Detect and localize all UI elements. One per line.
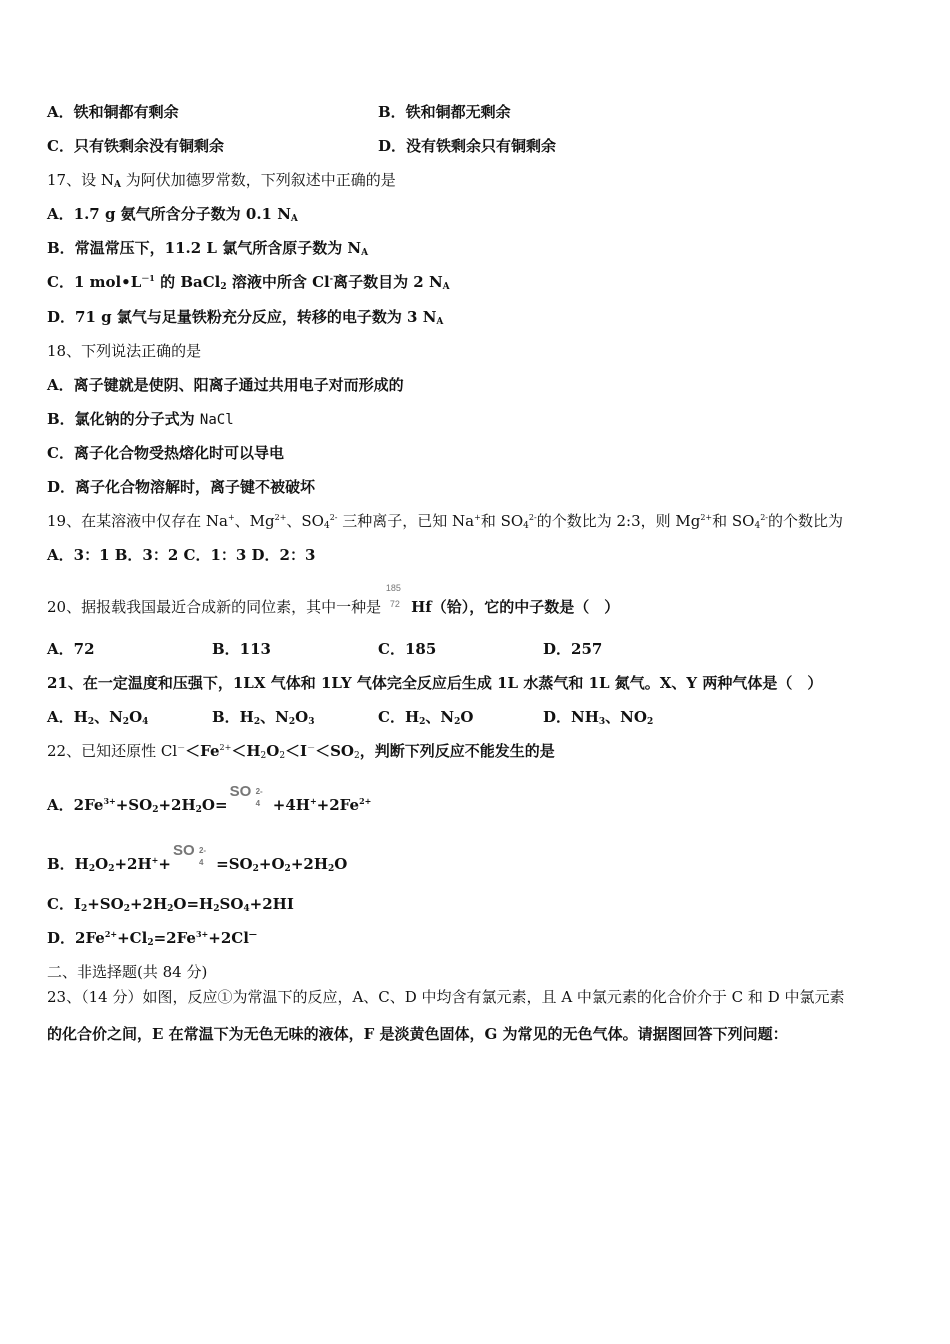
q22-option-b: B．$H_2O_2+2H^++$ SO 2- 4 $=SO_2+O_2+2H_2O$ — [47, 842, 348, 874]
q18-option-a: A．离子键就是使阴、阳离子通过共用电子对而形成的 — [47, 376, 404, 394]
q19-stem: 19、在某溶液中仅存在 Na+、$Mg^{2+}$、$SO_4^{2-}$ 三种离子，已知 Na+和 $SO_4^{2-}$的个数比为 2:3，则 $Mg^{2+}$和 $SO_4^{2-}$的个数比为 — [47, 512, 844, 531]
q16-option-b: B．铁和铜都无剩余 — [378, 103, 511, 121]
q18-option-b: B．氯化钠的分子式为 NaCl — [47, 410, 234, 428]
q19-options: A．3：1 B．3：2 C．1：3 D．2：3 — [47, 546, 316, 564]
q22-option-a: A．$2Fe^{3+}+SO_2+2H_2O=$ SO 2- 4 $+4H^++2Fe^{2+}$ — [47, 783, 372, 815]
q21-option-c: C．$H_2$、$N_2O$ — [378, 708, 474, 727]
q20-option-d: D．257 — [543, 640, 603, 658]
q16-option-a: A．铁和铜都有剩余 — [47, 103, 179, 121]
q17-option-a: A．1.7 g 氨气所含分子数为 0.1 $N_A$ — [47, 205, 298, 224]
q20-option-b: B．113 — [212, 640, 271, 658]
q18-stem: 18、下列说法正确的是 — [47, 342, 202, 360]
q18-option-c: C．离子化合物受热熔化时可以导电 — [47, 444, 284, 462]
q20-option-a: A．72 — [47, 640, 95, 658]
q23-stem-line2: 的化合价之间，E 在常温下为无色无味的液体，F 是淡黄色固体，G 为常见的无色气体。请据图回答下列问题： — [47, 1025, 788, 1043]
q23-stem-line1: 23、（14 分）如图，反应①为常温下的反应，A、C、D 中均含有氯元素，且 A 中氯元素的化合价介于 C 和 D 中氯元素 — [47, 988, 845, 1006]
q20-option-c: C．185 — [378, 640, 437, 658]
q22-stem: 22、已知还原性 $Cl^-<Fe^{2+}<H_2O_2<I^-<SO_2$，判断下列反应不能发生的是 — [47, 742, 555, 761]
q18-option-d: D．离子化合物溶解时，离子键不被破坏 — [47, 478, 316, 496]
q16-option-c: C．只有铁剩余没有铜剩余 — [47, 137, 224, 155]
section-2-title: 二、非选择题(共 84 分) — [47, 963, 208, 981]
q22-option-d: D．$2Fe^{2+}+Cl_2=2Fe^{3+}+2Cl^—$ — [47, 929, 257, 948]
q21-stem: 21、在一定温度和压强下，1LX 气体和 1LY 气体完全反应后生成 1L 水蒸气和 1L 氮气。X、Y 两种气体是（ ） — [47, 674, 823, 692]
q16-option-d: D．没有铁剩余只有铜剩余 — [378, 137, 557, 155]
q17-option-b: B．常温常压下，11.2 L 氯气所含原子数为 $N_A$ — [47, 239, 369, 258]
q21-option-b: B．$H_2$、$N_2O_3$ — [212, 708, 315, 727]
hafnium-isotope-notation: 185 72 — [385, 583, 401, 609]
sulfate-ion: SO 2- 4 — [229, 783, 263, 808]
q20-stem: 20、据报载我国最近合成新的同位素，其中一种是 185 72 Hf（铪），它的中子数是（ ） — [47, 583, 620, 616]
q17-option-d: D．71 g 氯气与足量铁粉充分反应，转移的电子数为 3 $N_A$ — [47, 308, 444, 327]
q17-option-c: C．1 $mol•L^{-1}$ 的 BaCl$_2$ 溶液中所含 Cl-离子数目为 2 $N_A$ — [47, 273, 450, 292]
q22-option-c: C．$I_2+SO_2+2H_2O=H_2SO_4+2HI$ — [47, 895, 294, 914]
sulfate-ion: SO 2- 4 — [172, 842, 207, 867]
q21-option-a: A．$H_2$、$N_2O_4$ — [47, 708, 149, 727]
q21-option-d: D．$NH_3$、$NO_2$ — [543, 708, 654, 727]
q17-stem: 17、设 $N_A$ 为阿伏加德罗常数，下列叙述中正确的是 — [47, 171, 396, 190]
